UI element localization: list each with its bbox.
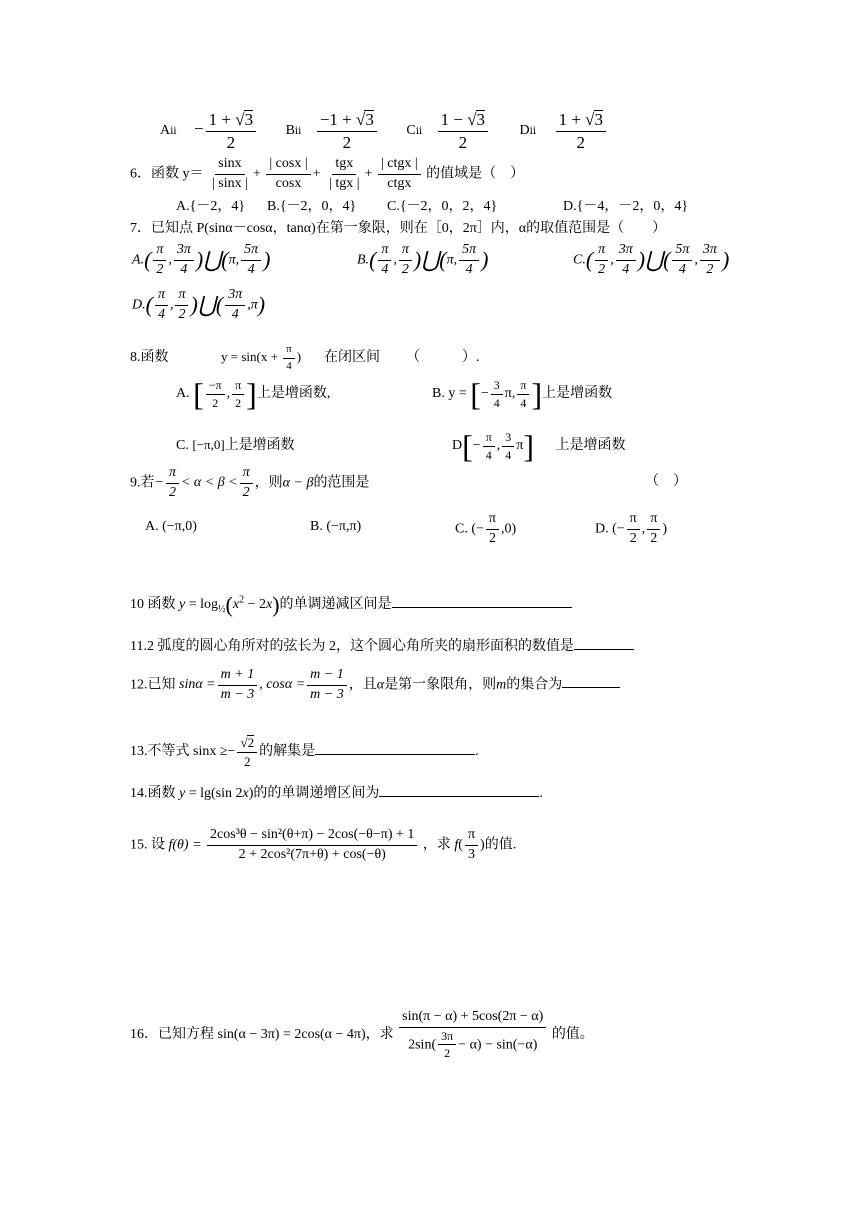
q6-f4-num: | ctgx | bbox=[378, 157, 421, 175]
q5-c-value: $\frac{1 - √3}{2}$ bbox=[436, 123, 494, 138]
q6-f3-num: tgx bbox=[332, 157, 356, 175]
q15-mid: ，求 bbox=[422, 837, 451, 853]
q8-a-text: 上是增函数 bbox=[256, 386, 327, 402]
q8-a-label: A. bbox=[176, 386, 190, 402]
q6-prefix: 6．函数 y＝ bbox=[130, 166, 204, 182]
q6-option-d: D.{－4，－2，0，4} bbox=[563, 199, 689, 214]
q9-option-c: C. (− $\frac{\pi}{2}$ ,0) bbox=[455, 511, 517, 546]
q8-d-text: 上是增函数 bbox=[555, 438, 626, 454]
q9-option-a: A. (−π,0) bbox=[145, 519, 197, 534]
q8-b-label: B. y = bbox=[432, 386, 467, 402]
q8-paren: （ ）. bbox=[406, 350, 480, 365]
q5-c-label: Cⅱ bbox=[406, 123, 423, 139]
q12: 12.已知 sinα = $\frac{m + 1}{m - 3}$ , cosα = $\frac{m - 1}{m - 3}$ ，且α是第一象限角，则m的集合为 bbox=[130, 668, 620, 702]
q9-stem: 9.若− $\frac{\pi}{2}$ < α < β < $\frac{\pi}{2}$ ，则α − β的范围是 bbox=[130, 465, 370, 500]
q5-b-value: $\frac{-1 + √3}{2}$ bbox=[315, 123, 383, 138]
q9-option-b: B. (−π,π) bbox=[310, 519, 362, 534]
q7-option-b: B.( $\frac{\pi}{4}$ , $\frac{\pi}{2}$ )⋃(π, $\frac{5\pi}{4}$ ) bbox=[357, 242, 489, 277]
q13-end: . bbox=[475, 743, 479, 759]
q6-f3-den: | tgx | bbox=[329, 175, 360, 191]
q11-answer-blank bbox=[574, 649, 634, 650]
q6-f1-num: sinx bbox=[215, 157, 244, 175]
q14: 14.函数 y = lg(sin 2x)的的单调递增区间为 . bbox=[130, 786, 543, 801]
q15-suffix: 的值. bbox=[484, 837, 517, 853]
q6-f2-num: | cosx | bbox=[266, 157, 310, 175]
q11-text: 11.2 弧度的圆心角所对的弦长为 2，这个圆心角所夹的扇形面积的数值是 bbox=[130, 639, 574, 654]
q8-d-label: D bbox=[452, 438, 463, 454]
q15: 15. 设 f(θ) = $\frac{\text{2cos³θ − sin²(θ+π) − 2cos(−θ−π) + 1}}{\text{2 + 2cos²(7π+θ) + cos(−θ)}}$ ，求 f( $\frac{\pi}{3}$ )的值. bbox=[130, 827, 517, 862]
q9-paren: （ ） bbox=[645, 474, 687, 489]
q8-c-text: 上是增函数 bbox=[224, 438, 295, 453]
q6-option-b: B.{－2，0，4} bbox=[267, 199, 357, 214]
q6-stem: 6．函数 y＝ $\frac{\sin x}{| \sin x |}$ + $\frac{| \cos x |}{\cos x}$ + $\frac{\text{tgx}}{\text{| tgx |}}$ + $\frac{\text{| ctgx |}}{\text{ctgx}}$ 的值域是（ ） bbox=[130, 156, 525, 191]
q12-suffix: 的集合为 bbox=[506, 677, 563, 693]
q8-func: y = sin(x + $\frac{\pi}{4}$ ) bbox=[221, 343, 302, 372]
q14-suffix: 的的单调递增区间为 bbox=[253, 786, 380, 801]
q8-option-b: B. y = [− $\frac{3}{4}$ π, $\frac{\pi}{4}$ ]上是增函数 bbox=[432, 376, 613, 412]
q8-prefix: 8.函数 bbox=[130, 350, 169, 365]
q6-option-a: A.{－2，4} bbox=[176, 199, 246, 214]
q5-d-value: $\frac{1 + √3}{2}$ bbox=[554, 123, 608, 138]
q10-answer-blank bbox=[392, 607, 572, 608]
q9-prefix: 9.若 bbox=[130, 475, 155, 491]
q15-prefix: 15. 设 bbox=[130, 837, 165, 853]
q13-prefix: 13.不等式 sinx ≥ bbox=[130, 743, 228, 759]
q8-option-d: D[− $\frac{\pi}{4}$ , $\frac{3}{4}$ π] 上是增函数 bbox=[452, 428, 626, 464]
q14-answer-blank bbox=[379, 796, 539, 797]
q9-option-d: D. (− $\frac{\pi}{2}$ , $\frac{\pi}{2}$ ) bbox=[595, 511, 667, 546]
q6-f1-den: | sinx | bbox=[212, 175, 248, 191]
q8-c-label: C. bbox=[176, 438, 189, 453]
q7-option-c: C.( $\frac{\pi}{2}$ , $\frac{3\pi}{4}$ )⋃( $\frac{5\pi}{4}$ , $\frac{3\pi}{2}$ ) bbox=[573, 242, 730, 277]
q5-d-label: Dⅱ bbox=[519, 123, 537, 139]
q15-lhs: f(θ) = bbox=[168, 837, 202, 853]
q5-options bbox=[160, 110, 608, 152]
q7-option-d: D.( $\frac{\pi}{4}$ , $\frac{\pi}{2}$ )⋃( $\frac{3\pi}{4}$ ,π) bbox=[132, 287, 266, 322]
q10-prefix: 10 函数 bbox=[130, 597, 176, 613]
q8-b-text: 上是增函数 bbox=[542, 386, 613, 402]
q16-num: sin(π − α) + 5cos(2π − α) bbox=[399, 1010, 546, 1028]
q13: 13.不等式 sinx ≥− $\frac{√2}{2}$ 的解集是 . bbox=[130, 735, 479, 769]
q9-expr: α − β bbox=[282, 475, 314, 491]
q15-num: 2cos³θ − sin²(θ+π) − 2cos(−θ−π) + 1 bbox=[207, 828, 417, 846]
q10: 10 函数 $y = \log_{\frac{1}{2}}(x^2 - 2x)$的单调递减区间是 bbox=[130, 594, 572, 616]
q9-mid: ，则 bbox=[254, 475, 283, 491]
q16-prefix: 16．已知方程 sin(α − 3π) = 2cos(α − 4π)，求 bbox=[130, 1027, 394, 1043]
q6-f4-den: ctgx bbox=[387, 175, 412, 191]
q11 bbox=[130, 640, 634, 654]
q12-mid2: 是第一象限角，则 bbox=[384, 677, 497, 693]
q12-m: m bbox=[496, 677, 507, 693]
q10-suffix: 的单调递减区间是 bbox=[279, 597, 392, 613]
q12-alpha: α bbox=[376, 677, 385, 693]
q14-prefix: 14.函数 bbox=[130, 786, 176, 801]
q12-prefix: 12.已知 bbox=[130, 677, 176, 693]
q8-mid: 在闭区间 bbox=[324, 350, 380, 365]
q6-suffix: 的值域是（ ） bbox=[426, 166, 525, 182]
q16 bbox=[130, 1010, 594, 1060]
q16-suffix: 的值。 bbox=[551, 1027, 594, 1043]
q15-den: 2 + 2cos²(7π+θ) + cos(−θ) bbox=[238, 846, 386, 862]
q5-a-label: Aⅱ bbox=[160, 123, 177, 139]
q5-a-value: − $\frac{1 + √3}{2}$ bbox=[194, 123, 262, 138]
q13-suffix: 的解集是 bbox=[259, 743, 316, 759]
q6-option-c: C.{－2，0，2，4} bbox=[387, 199, 498, 214]
q8-option-c: C. [−π,0]上是增函数 bbox=[176, 437, 295, 453]
q7-option-a: A.( $\frac{\pi}{2}$ , $\frac{3\pi}{4}$ )⋃(π, $\frac{5\pi}{4}$ ) bbox=[132, 242, 271, 277]
q9-suffix: 的范围是 bbox=[313, 475, 370, 491]
q5-b-label: Bⅱ bbox=[285, 123, 302, 139]
q7-stem: 7．已知点 P(sinα－cosα，tanα)在第一象限，则在［0，2π］内，α的取值范围是（ ） bbox=[130, 221, 667, 236]
q14-end: . bbox=[539, 786, 543, 801]
q12-mid: ，且 bbox=[348, 677, 377, 693]
q6-f2-den: cosx bbox=[275, 175, 302, 191]
q8-option-a: A. [ $\frac{-\pi}{2}$ , $\frac{\pi}{2}$ ]上是增函数, bbox=[176, 376, 331, 412]
q16-den: 2sin( $\frac{3\pi}{2}$ − α) − sin(−α) bbox=[408, 1028, 538, 1061]
q12-answer-blank bbox=[562, 687, 620, 688]
q13-answer-blank bbox=[315, 754, 475, 755]
